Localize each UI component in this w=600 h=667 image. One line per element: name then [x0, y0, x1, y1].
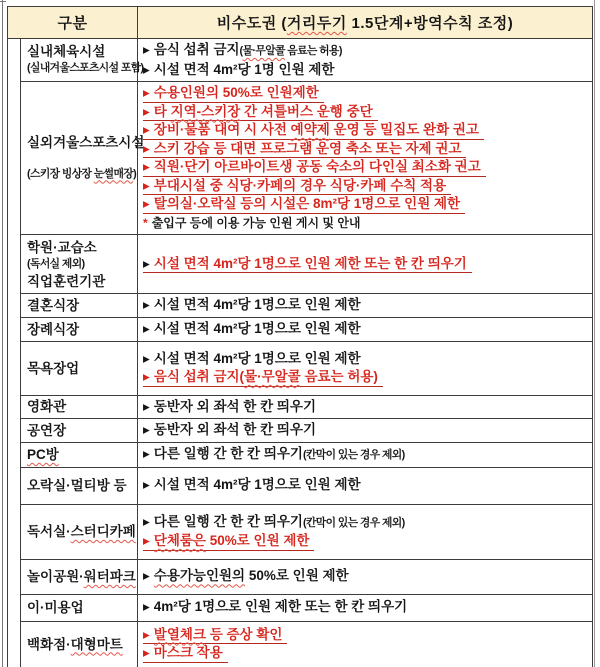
text-segment: )	[133, 167, 137, 180]
text-segment: 타	[153, 103, 171, 119]
text-segment: PC방	[27, 447, 59, 462]
text-segment: 동반자 외 좌석 한 칸 띄우기	[153, 422, 317, 437]
category-cell	[21, 442, 138, 467]
bullet-triangle-icon: ▸	[143, 369, 150, 384]
table-row-department-store-mart	[8, 621, 593, 667]
left-strip-cell	[8, 39, 21, 667]
category-cell	[21, 235, 138, 294]
text-segment: 등 증상 확인	[205, 626, 283, 642]
rules-cell	[138, 504, 593, 559]
rule-line	[143, 61, 590, 80]
underlined-rule	[143, 627, 287, 645]
bullet-triangle-icon: ▸	[143, 645, 150, 660]
rule-line	[143, 296, 590, 315]
text-segment: (칸막이 있는 경우 제외)	[302, 448, 405, 461]
category-cell	[21, 594, 138, 621]
rule-line	[143, 195, 590, 214]
rules-cell	[138, 395, 593, 419]
rule-line	[143, 350, 590, 369]
bullet-triangle-icon: ▸	[143, 350, 150, 366]
category-cell	[21, 82, 145, 235]
rule-line	[143, 140, 590, 159]
header-row	[8, 7, 593, 39]
header-rules	[138, 7, 593, 39]
text-segment: 부대시설 중 식당·카페의 경우 식당·카페 수칙 적용	[153, 177, 447, 193]
rule-line	[143, 398, 590, 417]
bullet-triangle-icon: ▸	[143, 321, 150, 336]
rule-line	[143, 476, 590, 495]
text-segment: 발열체크	[153, 626, 206, 642]
bullet-triangle-icon: ▸	[143, 177, 150, 193]
text-segment: 스키 강습 등 대면 프로그램 운영 축소 또는 자제 권고	[153, 140, 462, 156]
text-segment: 출입구 등에 이용 가능 인원 게시 및 안내	[151, 215, 361, 230]
rule-line	[143, 103, 590, 122]
category-cell	[21, 318, 138, 342]
category-cell	[21, 395, 138, 419]
text-segment: 스터디카페	[70, 524, 136, 539]
text-segment: 50%로 인원 제한	[245, 568, 349, 584]
category-line	[27, 568, 135, 585]
underlined-rule	[143, 645, 228, 663]
text-segment: 장비·물품 대여 시 사전	[153, 122, 291, 137]
text-segment: 놀이공원·	[27, 569, 84, 584]
category-line	[27, 446, 135, 463]
table-row-amusement-waterpark	[8, 559, 593, 594]
underlined-rule	[143, 196, 465, 214]
category-cell	[21, 559, 138, 594]
rule-line	[143, 644, 590, 663]
text-segment: 시설 면적 4m²당 1명으로 인원 제한	[153, 297, 361, 313]
category-line	[27, 134, 145, 151]
category-line	[27, 166, 135, 183]
text-segment: 눈썰매장	[93, 167, 134, 180]
text-segment: 1.5단계+방역수칙 조정)	[346, 15, 514, 32]
category-line	[27, 636, 135, 653]
rule-line	[143, 626, 590, 645]
text-segment: 다른 일행 간 한 칸 띄우기	[153, 445, 303, 461]
text-segment: 시설 면적 4m²당 1명으로 인원 제한	[153, 477, 361, 493]
underlined-rule	[143, 122, 484, 140]
rule-line	[143, 421, 590, 440]
rules-cell	[138, 82, 593, 235]
text-segment: 거리두기	[286, 15, 347, 32]
bullet-triangle-icon: ▸	[143, 42, 150, 57]
outer-table-right-border	[594, 0, 595, 667]
text-segment: 마스크 작용	[153, 645, 223, 660]
underlined-rule	[143, 533, 314, 551]
text-segment: 음료는 허용)	[300, 369, 378, 384]
rules-cell	[138, 419, 593, 443]
rules-cell	[138, 467, 593, 504]
rule-line	[143, 214, 590, 233]
rules-cell	[138, 621, 593, 667]
underlined-rule	[143, 256, 472, 274]
text-segment: 예약제	[290, 122, 330, 137]
text-segment: 목욕장업	[27, 360, 80, 376]
text-segment: 간 셔틀버스 운행 중단	[240, 103, 373, 119]
underlined-rule	[143, 159, 486, 177]
bullet-triangle-icon: ▸	[143, 445, 150, 461]
table-row-outdoor-winter-sports	[8, 82, 593, 235]
table-row-study-cafe	[8, 504, 593, 559]
category-line	[27, 599, 135, 616]
text-segment: 시설 면적 4m²당 1명 인원 제한	[153, 61, 335, 77]
table-row-bathhouse	[8, 341, 593, 395]
table-row-wedding-hall	[8, 294, 593, 318]
underlined-rule	[143, 85, 324, 103]
underlined-rule	[143, 369, 383, 387]
underlined-rule	[143, 104, 378, 122]
text-segment: 워터파크	[83, 569, 136, 584]
distancing-rules-table	[7, 6, 593, 667]
rule-line	[143, 567, 590, 586]
text-segment: 장례식장	[27, 321, 80, 337]
underlined-rule	[143, 178, 451, 196]
bullet-triangle-icon: ▸	[143, 513, 150, 529]
bullet-triangle-icon: ▸	[143, 568, 150, 584]
category-line	[27, 523, 135, 540]
text-segment: 물·무알콜	[244, 369, 301, 384]
text-segment: (실내겨울스포츠시설 포함)	[27, 62, 144, 74]
bullet-triangle-icon: ▸	[143, 85, 150, 100]
rule-line	[143, 445, 590, 465]
category-cell	[21, 621, 138, 667]
outer-table-left-border	[2, 0, 3, 667]
text-segment: (스키장 빙상장	[27, 167, 94, 180]
rules-cell	[138, 442, 593, 467]
text-segment: 수용가능인원의	[153, 568, 246, 584]
rules-cell	[138, 294, 593, 318]
text-segment: 독서실·	[27, 524, 71, 539]
text-segment: 지역-스키장	[170, 103, 241, 119]
bullet-triangle-icon: ▸	[143, 599, 150, 615]
table-row-funeral-hall	[8, 318, 593, 342]
text-segment: 4m²당 1명으로 인원 제한 또는 한 칸 띄우기	[153, 599, 408, 615]
rule-line	[143, 177, 590, 196]
table-row-pc-bang	[8, 442, 593, 467]
rule-line	[143, 532, 590, 551]
category-line	[27, 43, 135, 60]
text-segment: 시설 면적 4m²당 1명으로 인원 제한 또는 한 칸 띄우기	[153, 255, 467, 271]
bullet-triangle-icon: ▸	[143, 422, 150, 437]
text-segment: 운영 등 밀집도 완화 권고	[329, 122, 479, 137]
text-segment: 비수도권 (	[216, 15, 287, 32]
text-segment: 직원·단기 아르바이트생 공동 숙소의 다인실 최소화 권고	[153, 159, 481, 174]
rule-line	[143, 513, 590, 533]
text-segment: 다른 일행 간 한 칸 띄우기	[153, 513, 303, 529]
table-row-arcade-multibang	[8, 467, 593, 504]
category-line	[27, 422, 135, 439]
rules-cell	[138, 318, 593, 342]
bullet-triangle-icon: ▸	[143, 255, 150, 271]
text-segment: 영화관	[27, 399, 67, 415]
rules-cell	[138, 235, 593, 294]
text-segment: 50%로 인원 제한	[205, 533, 310, 548]
category-cell	[21, 419, 138, 443]
rules-cell	[138, 341, 593, 395]
rules-cell	[138, 594, 593, 621]
category-cell	[21, 294, 138, 318]
text-segment: 오락실·멀티방 등	[27, 478, 127, 493]
category-cell	[21, 39, 144, 82]
bullet-triangle-icon: ▸	[143, 626, 150, 642]
rule-line	[143, 320, 590, 339]
bullet-triangle-icon: ▸	[143, 159, 150, 174]
text-segment: 탈의실·오락실 등의 시설은 8m²당 1명으로 인원 제한	[153, 196, 461, 211]
table-row-cinema	[8, 395, 593, 419]
rule-line	[143, 255, 590, 274]
text-segment: 시설 면적 4m²당 1명으로 인원 제한	[153, 350, 361, 366]
text-segment: 결혼식장	[27, 298, 80, 313]
text-segment: 음료는 허용)	[284, 45, 342, 57]
rules-cell	[138, 39, 593, 82]
bullet-triangle-icon: ▸	[143, 61, 150, 77]
text-segment: 음식 섭취 금지(	[153, 369, 245, 384]
text-segment: (칸막이 있는 경우 제외)	[302, 516, 405, 529]
text-segment: 학원·교습소	[27, 239, 97, 255]
rules-cell	[138, 559, 593, 594]
bullet-triangle-icon: ▸	[143, 140, 150, 156]
text-segment: (독서실 제외)	[27, 257, 85, 270]
category-line	[27, 477, 135, 494]
category-line	[27, 321, 135, 338]
rule-line	[143, 158, 590, 177]
text-segment: 단체룸은	[153, 533, 206, 548]
underlined-rule	[143, 141, 466, 159]
table-row-academy	[8, 235, 593, 294]
text-segment: 백화점·	[27, 636, 71, 652]
rule-line	[143, 121, 590, 140]
text-segment: 시설 면적 4m²당 1명으로 인원 제한	[153, 321, 361, 336]
text-segment: 동반자 외 좌석 한 칸 띄우기	[153, 398, 317, 414]
text-segment: 대형마트	[70, 636, 123, 652]
category-cell	[21, 341, 138, 395]
category-line	[27, 398, 135, 415]
category-line	[27, 256, 135, 273]
category-cell	[21, 504, 138, 559]
category-line	[27, 273, 135, 290]
table-row-concert-hall	[8, 419, 593, 443]
bullet-triangle-icon: ▸	[143, 477, 150, 493]
bullet-triangle-icon: ▸	[143, 122, 150, 137]
rule-line	[143, 598, 590, 617]
text-segment: (	[239, 45, 243, 57]
bullet-triangle-icon: ▸	[143, 398, 150, 414]
text-segment: 실외겨울스포츠시설	[27, 134, 145, 150]
table-row-indoor-sports	[8, 39, 593, 82]
rule-line	[143, 84, 590, 103]
table-row-barber-beauty	[8, 594, 593, 621]
text-segment: 음식 섭취 금지	[153, 42, 240, 57]
text-segment: 공연장	[27, 422, 67, 438]
category-cell	[21, 467, 138, 504]
category-line	[27, 239, 135, 256]
text-segment: 물·무알콜	[242, 45, 285, 57]
text-segment: 실내체육시설	[27, 44, 106, 59]
text-segment: 이·미용업	[27, 600, 84, 615]
bullet-triangle-icon: ▸	[143, 196, 150, 211]
bullet-triangle-icon: ▸	[143, 103, 150, 119]
asterisk-marker: *	[143, 215, 148, 230]
text-segment: 수용인원의 50%로 인원제한	[153, 85, 319, 100]
text-segment: 직업훈련기관	[27, 273, 106, 289]
rule-line	[143, 368, 590, 387]
category-line	[27, 297, 135, 314]
crop-fragment-top	[0, 1, 6, 2]
category-line	[27, 360, 135, 377]
category-line	[27, 60, 144, 77]
bullet-triangle-icon: ▸	[143, 297, 150, 313]
header-category: 구분	[8, 7, 138, 39]
bullet-triangle-icon: ▸	[143, 533, 150, 548]
rule-line	[143, 41, 590, 61]
